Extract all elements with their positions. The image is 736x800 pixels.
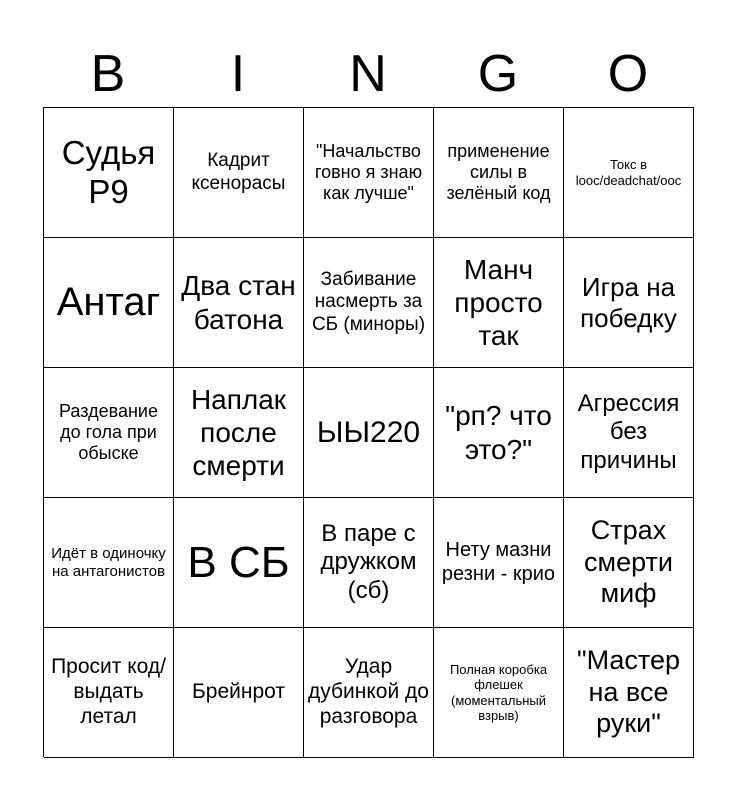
bingo-cell[interactable]: "Начальство говно я знаю как лучше" <box>304 108 434 238</box>
bingo-cell[interactable]: Кадрит ксенорасы <box>174 108 304 238</box>
bingo-cell[interactable]: Токс в looc/deadchat/ooc <box>564 108 694 238</box>
bingo-cell[interactable]: Страх смерти миф <box>564 498 694 628</box>
bingo-cell[interactable]: Агрессия без причины <box>564 368 694 498</box>
bingo-cell[interactable]: В паре с дружком (сб) <box>304 498 434 628</box>
bingo-cell[interactable]: Манч просто так <box>434 238 564 368</box>
bingo-cell[interactable]: Раздевание до гола при обыске <box>44 368 174 498</box>
bingo-cell[interactable]: Полная коробка флешек (моментальный взрыв) <box>434 628 564 758</box>
bingo-cell[interactable]: Удар дубинкой до разговора <box>304 628 434 758</box>
bingo-cell[interactable]: "рп? что это?" <box>434 368 564 498</box>
bingo-cell[interactable]: Судья Р9 <box>44 108 174 238</box>
bingo-cell[interactable]: Просит код/ выдать летал <box>44 628 174 758</box>
bingo-cell[interactable]: Забивание насмерть за СБ (миноры) <box>304 238 434 368</box>
header-letter-g: G <box>477 45 519 103</box>
header-letter-o: O <box>607 45 649 103</box>
bingo-cell[interactable]: Два стан батона <box>174 238 304 368</box>
bingo-cell[interactable]: В СБ <box>174 498 304 628</box>
bingo-cell[interactable]: Идёт в одиночку на антагонистов <box>44 498 174 628</box>
bingo-cell[interactable]: Нету мазни резни - крио <box>434 498 564 628</box>
bingo-cell[interactable]: "Мастер на все руки" <box>564 628 694 758</box>
bingo-cell[interactable]: Антаг <box>44 238 174 368</box>
bingo-board <box>43 107 694 757</box>
bingo-cell[interactable]: Брейнрот <box>174 628 304 758</box>
bingo-cell[interactable]: Игра на победку <box>564 238 694 368</box>
header-letter-n: N <box>349 45 387 103</box>
bingo-cell[interactable]: применение силы в зелёный код <box>434 108 564 238</box>
bingo-header <box>43 40 693 108</box>
header-letter-i: I <box>230 45 246 103</box>
bingo-cell[interactable]: Наплак после смерти <box>174 368 304 498</box>
bingo-cell[interactable]: ЫЫ220 <box>304 368 434 498</box>
header-letter-b: B <box>90 45 126 103</box>
